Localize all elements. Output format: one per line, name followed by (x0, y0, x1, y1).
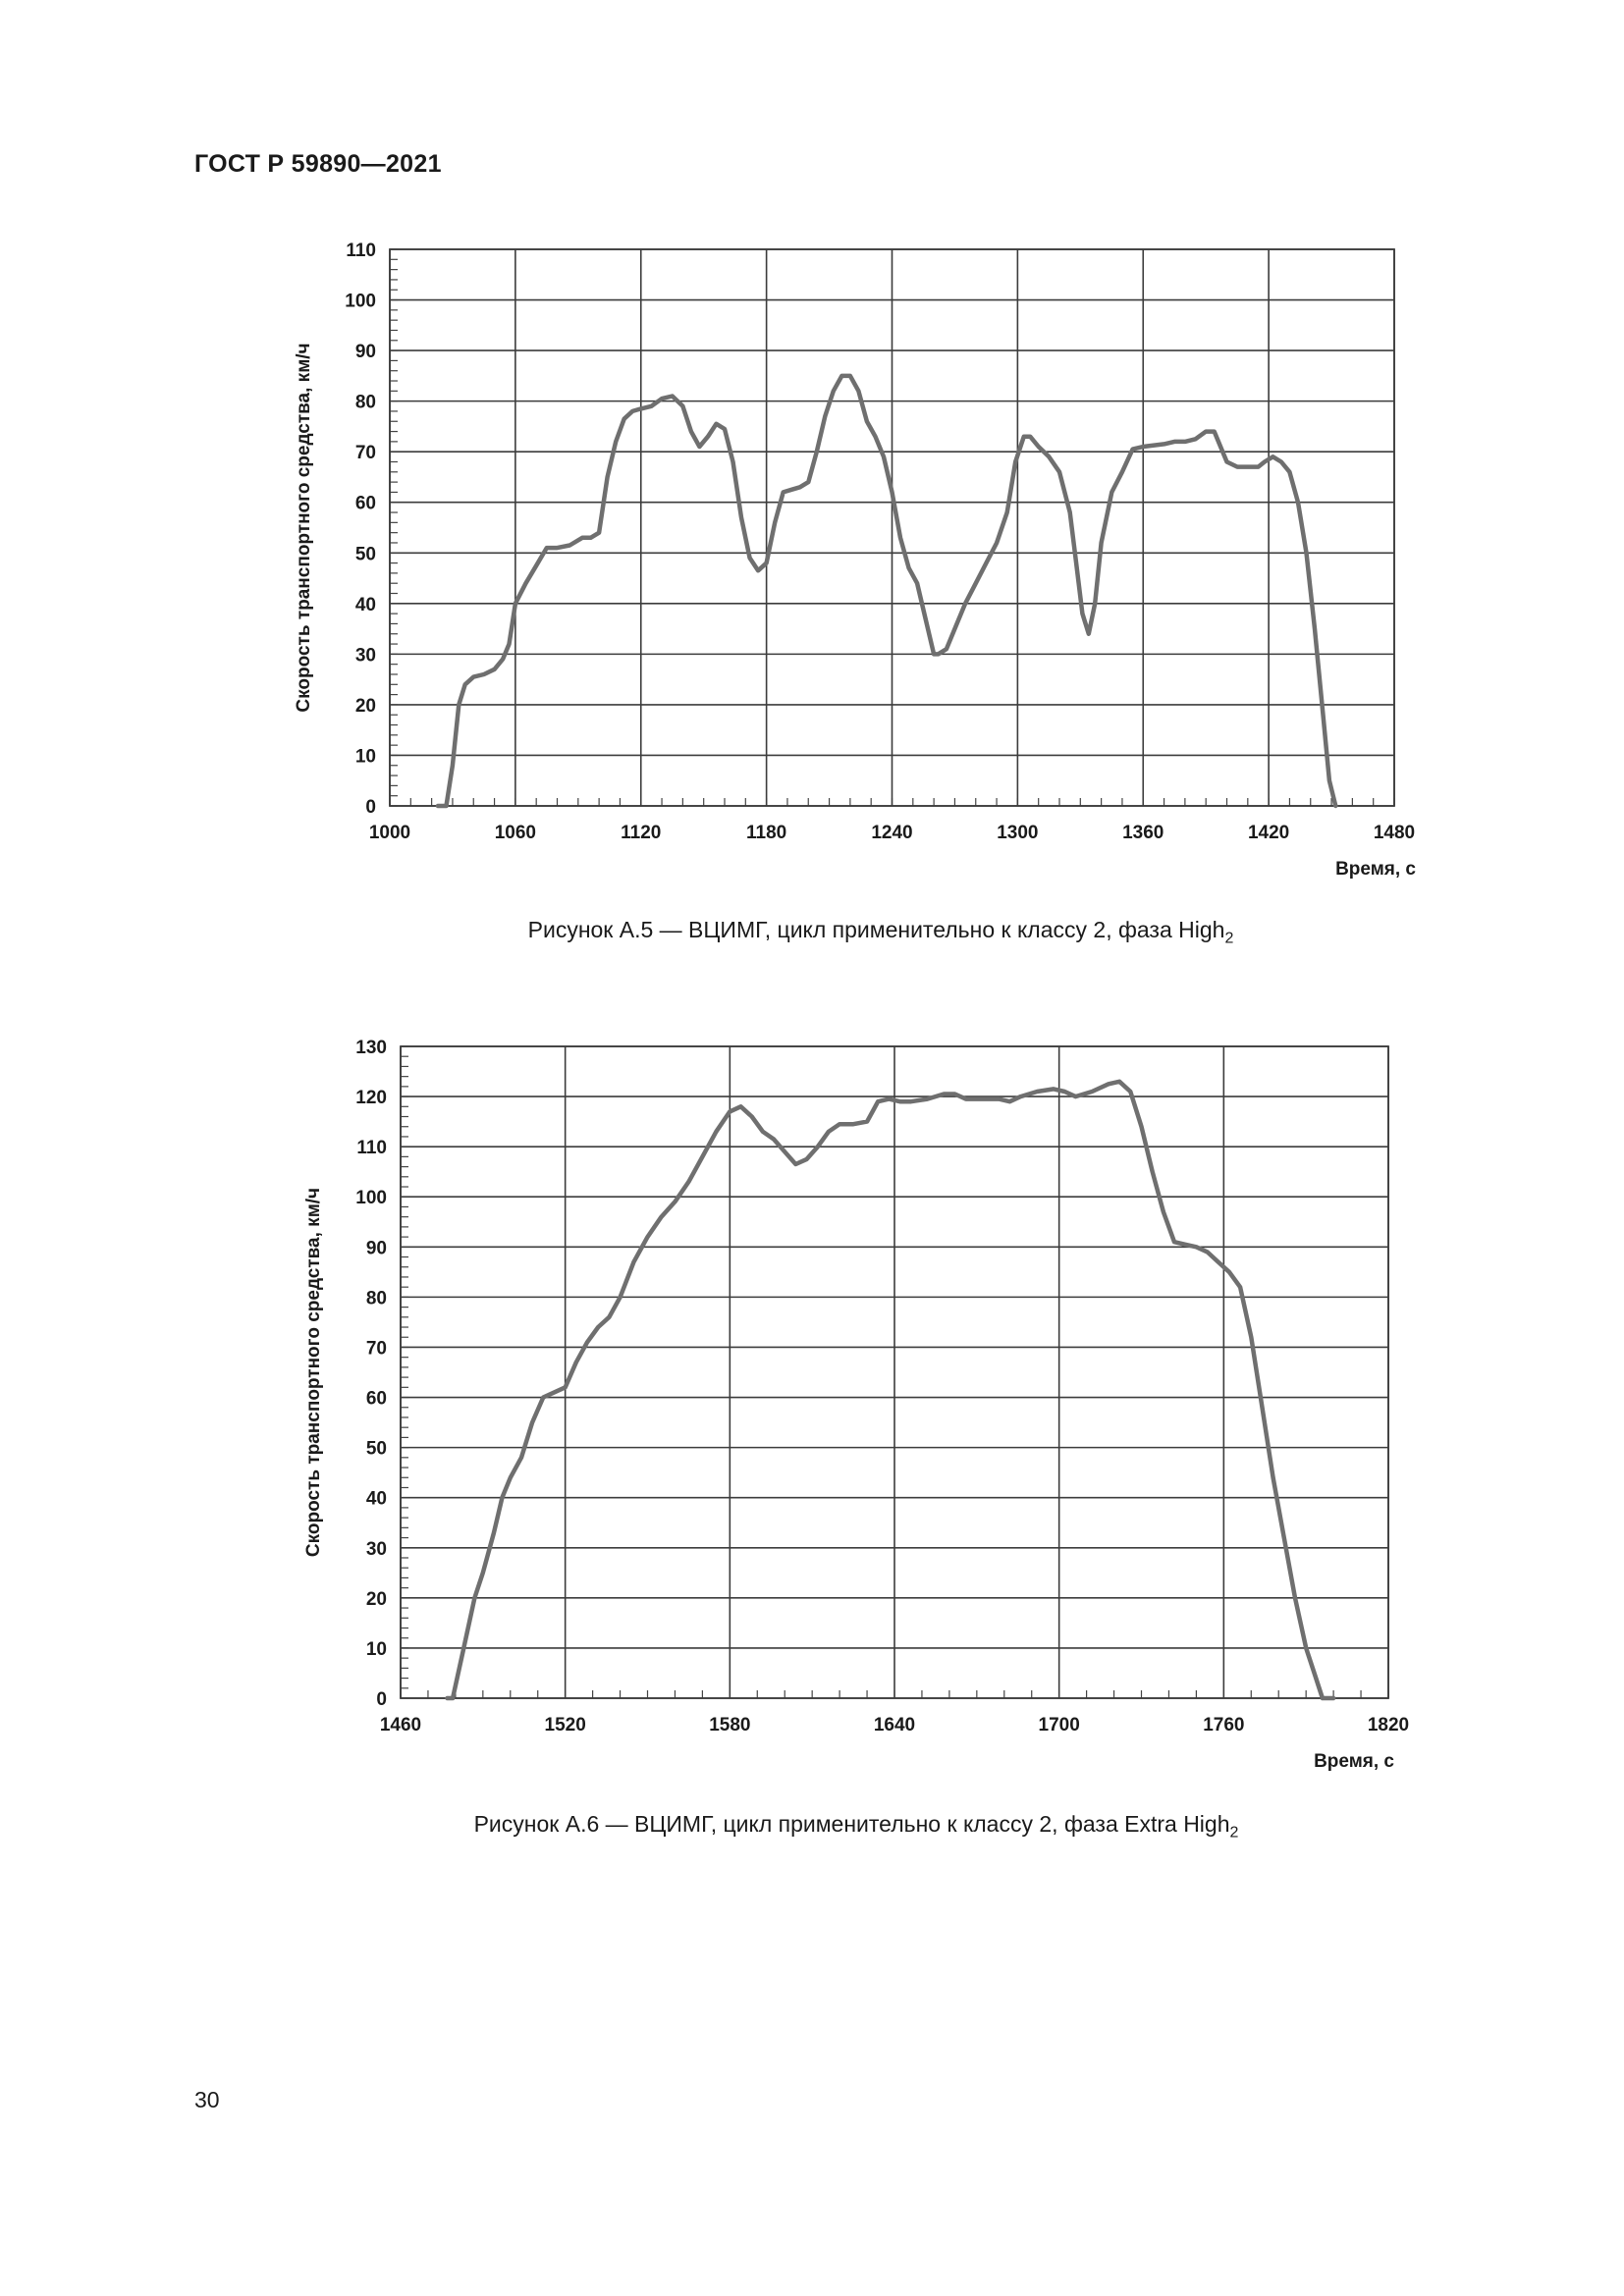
chart1-x-tick-label: 1240 (871, 823, 913, 843)
chart1-x-axis-label: Время, с (1335, 859, 1416, 880)
chart1-y-tick-label: 20 (354, 695, 376, 717)
figure-caption-a6 (44, 1811, 1624, 1842)
chart1-y-tick-label: 110 (346, 240, 376, 261)
figure-caption-a5 (69, 917, 1624, 948)
chart1-y-tick-label: 60 (354, 493, 376, 514)
page-number: 30 (194, 2087, 220, 2112)
chart2-y-tick-label: 70 (365, 1338, 387, 1360)
chart2-y-tick-label: 20 (365, 1588, 387, 1610)
chart1-x-tick-label: 1360 (1122, 823, 1164, 843)
chart1-x-tick-label: 1000 (368, 823, 411, 843)
chart1-x-tick-label: 1060 (494, 823, 537, 843)
figure-caption-a6-subscript: 2 (1229, 1824, 1239, 1842)
chart1-x-tick-label: 1420 (1247, 823, 1290, 843)
chart2-x-tick-label: 1820 (1367, 1715, 1410, 1735)
chart1-y-tick-label: 90 (354, 342, 376, 363)
chart-extra-high2 (0, 1021, 1624, 1806)
chart2-x-tick-label: 1580 (709, 1715, 751, 1735)
chart2-y-axis-label: Скорость транспортного средства, км/ч (303, 1187, 324, 1558)
chart2-x-tick-label: 1760 (1203, 1715, 1245, 1735)
chart1-y-tick-label: 100 (345, 291, 376, 312)
chart1-y-tick-label: 0 (365, 797, 376, 818)
chart1-y-tick-label: 80 (354, 392, 376, 413)
chart1-y-tick-label: 70 (354, 443, 376, 464)
chart2-y-tick-label: 130 (355, 1038, 387, 1058)
chart2-y-tick-label: 0 (376, 1689, 387, 1710)
chart1-x-tick-label: 1300 (997, 823, 1039, 843)
chart2-x-axis-label: Время, с (1314, 1751, 1394, 1772)
chart2-x-tick-label: 1520 (544, 1715, 586, 1735)
chart1-y-axis-label: Скорость транспортного средства, км/ч (294, 343, 314, 713)
figure-caption-a6-text: Рисунок А.6 — ВЦИМГ, цикл применительно к классу 2, фаза Extra High (473, 1811, 1230, 1837)
chart2-y-tick-label: 100 (355, 1188, 387, 1209)
figure-caption-a5-text: Рисунок А.5 — ВЦИМГ, цикл применительно к классу 2, фаза High (527, 917, 1225, 942)
chart1-series-line-0 (438, 376, 1335, 806)
chart2-x-tick-label: 1640 (873, 1715, 916, 1735)
chart2-y-tick-label: 30 (365, 1538, 387, 1560)
chart2-y-tick-label: 10 (365, 1638, 387, 1660)
chart-high2-svg (0, 226, 1624, 913)
chart2-y-tick-label: 90 (365, 1238, 387, 1259)
document-header: ГОСТ Р 59890—2021 (194, 150, 442, 178)
chart2-y-tick-label: 110 (356, 1138, 387, 1159)
chart1-y-tick-label: 50 (354, 544, 376, 565)
chart2-y-tick-label: 80 (365, 1288, 387, 1309)
chart2-y-tick-label: 50 (365, 1438, 387, 1460)
chart1-y-tick-label: 40 (354, 594, 376, 615)
chart1-y-tick-label: 30 (354, 645, 376, 667)
figure-caption-a5-subscript: 2 (1224, 930, 1234, 947)
chart1-x-tick-label: 1180 (746, 823, 787, 843)
chart2-y-tick-label: 40 (365, 1488, 387, 1510)
chart2-series-line-0 (448, 1082, 1334, 1698)
chart2-x-tick-label: 1460 (379, 1715, 422, 1735)
chart2-y-tick-label: 120 (355, 1088, 387, 1109)
chart2-x-tick-label: 1700 (1038, 1715, 1080, 1735)
chart-high2 (0, 226, 1624, 913)
chart2-y-tick-label: 60 (365, 1388, 387, 1410)
chart1-x-tick-label: 1480 (1373, 823, 1416, 843)
chart-extra-high2-svg (0, 1021, 1624, 1806)
chart1-y-tick-label: 10 (354, 746, 376, 768)
chart1-x-tick-label: 1120 (621, 823, 662, 843)
